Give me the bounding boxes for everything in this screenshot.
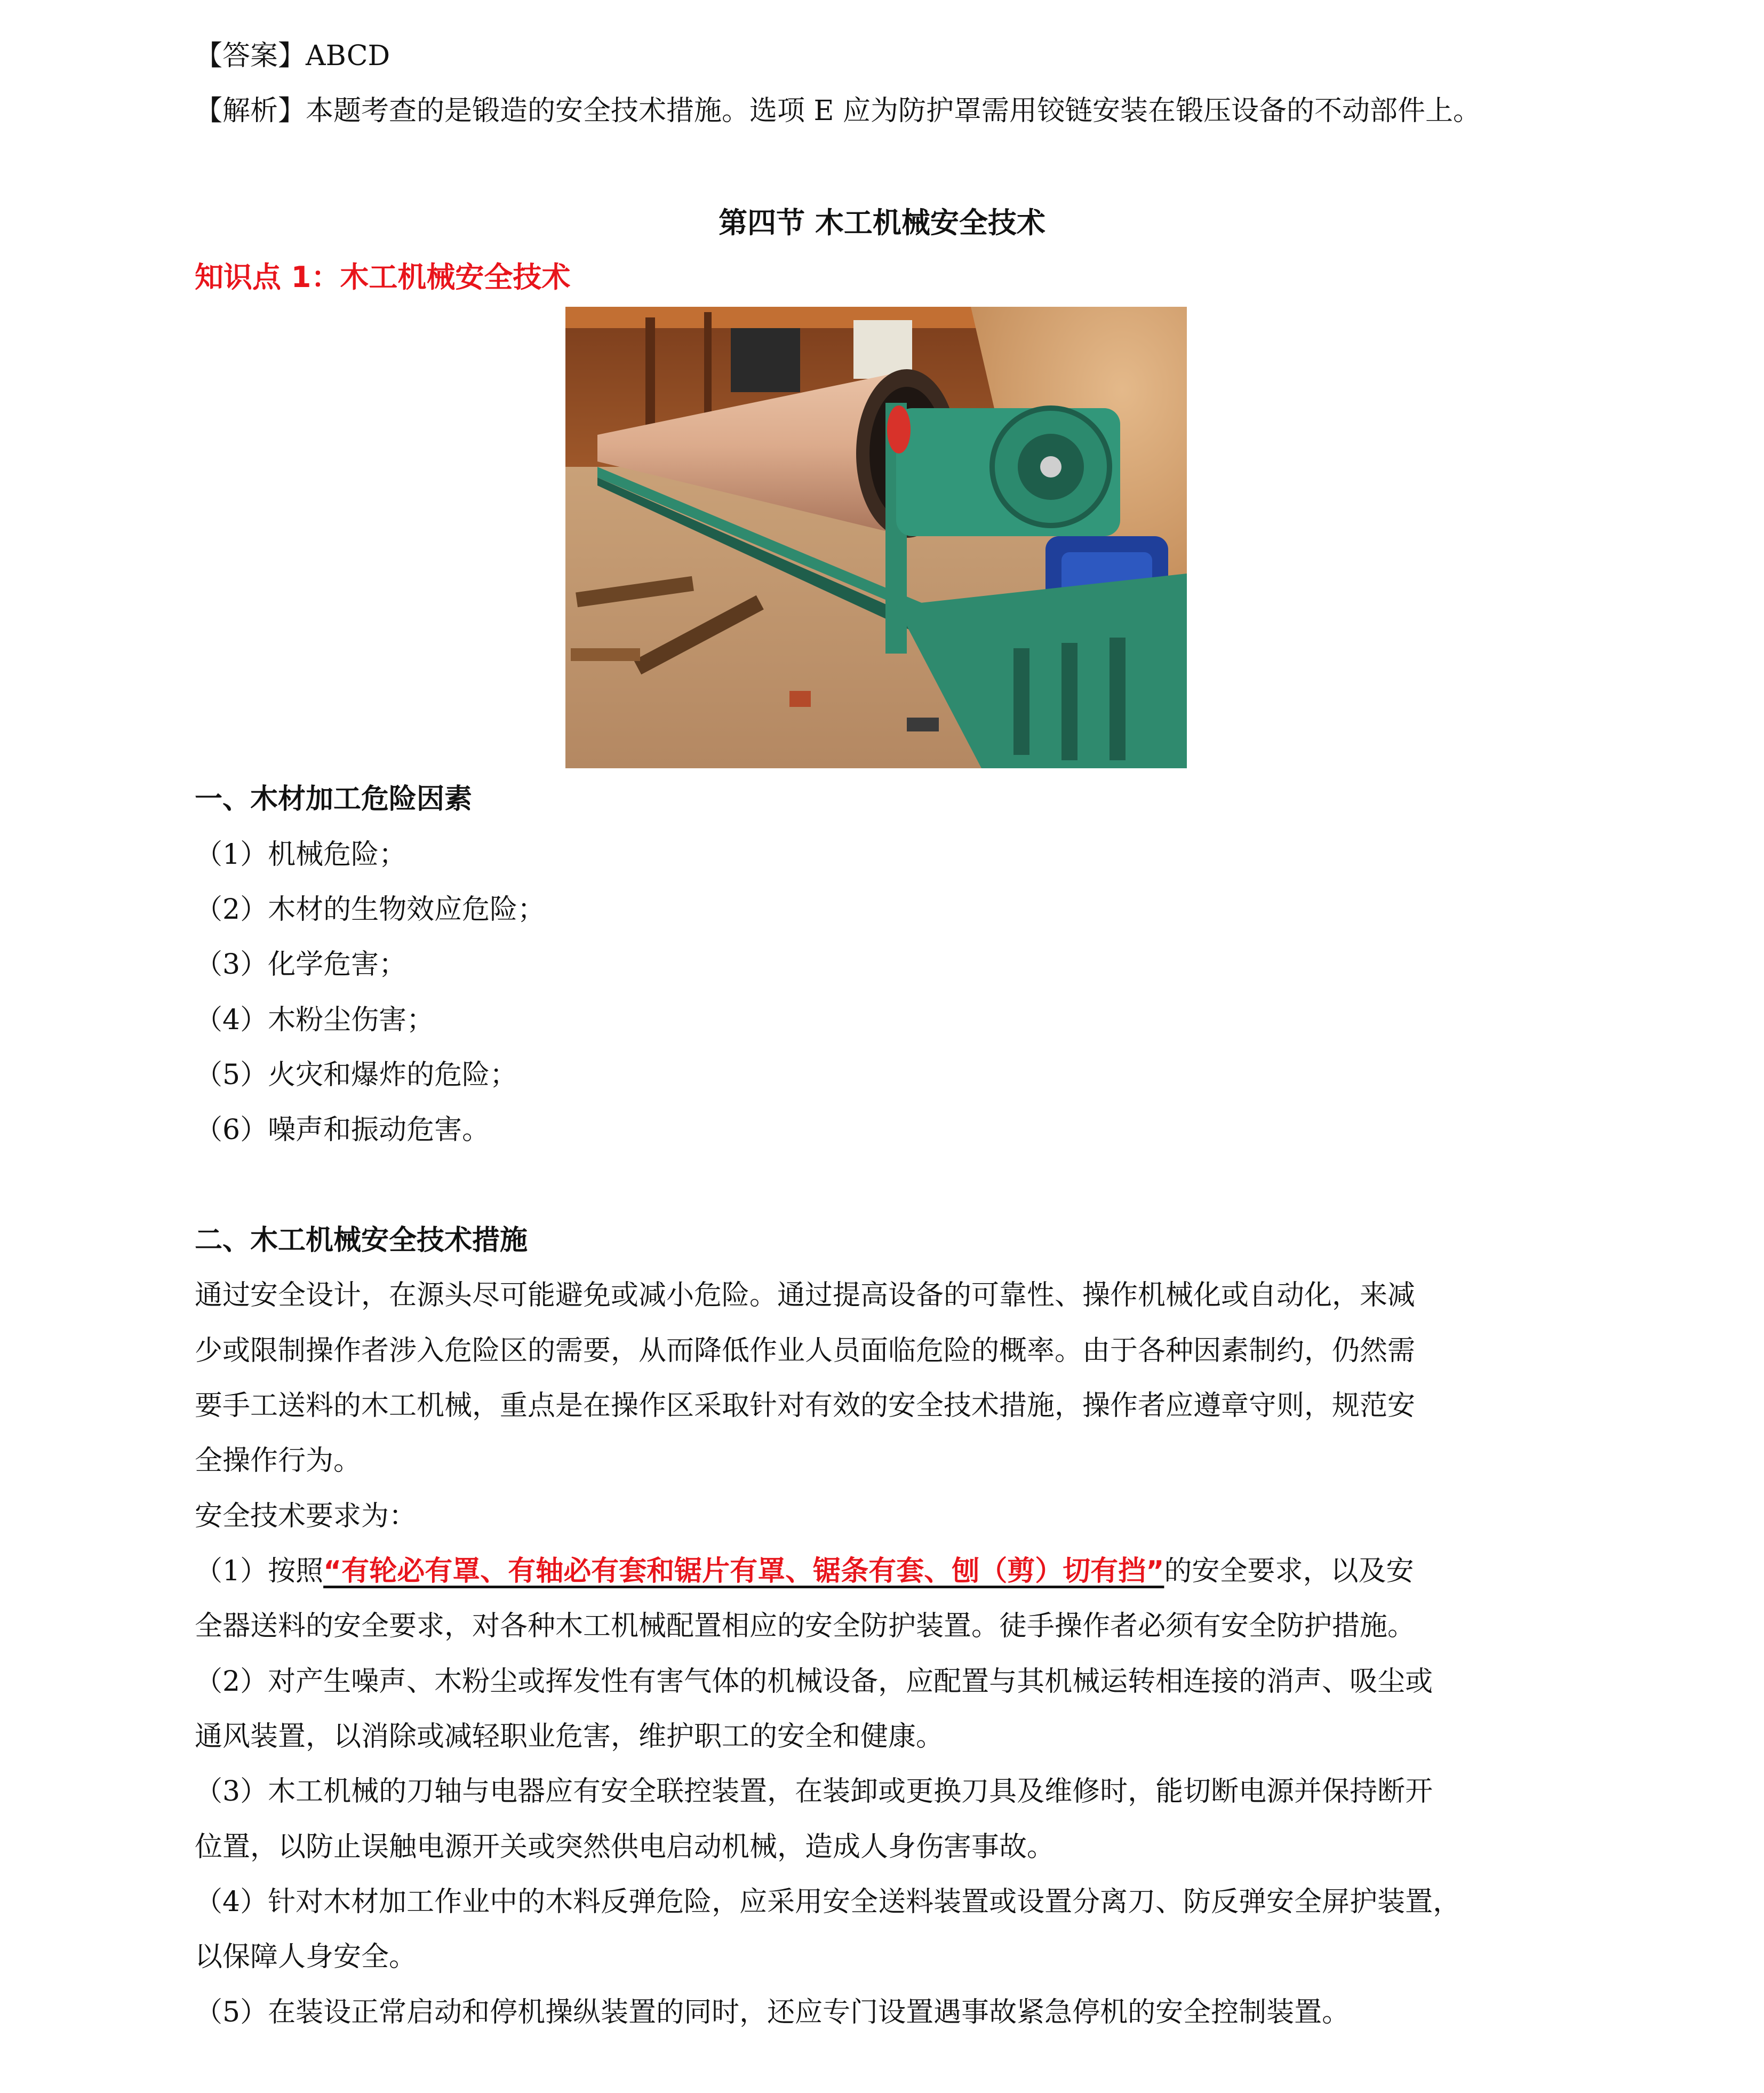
answer-value: ABCD: [306, 40, 390, 72]
requirement-1-prefix: （1）按照: [195, 1555, 324, 1587]
part2-intro-line: 通过安全设计，在源头尽可能避免或减小危险。通过提高设备的可靠性、操作机械化或自动化，来减: [195, 1279, 1416, 1311]
requirement-5-line1: （5）在装设正常启动和停机操纵装置的同时，还应专门设置遇事故紧急停机的安全控制装置。: [195, 1996, 1350, 2028]
knowledge-point-title: 知识点 1：木工机械安全技术: [195, 260, 571, 294]
part1-item: （5）火灾和爆炸的危险；: [195, 1059, 518, 1091]
part1-item: （1）机械危险；: [195, 839, 407, 871]
requirement-4-line2: 以保障人身安全。: [195, 1941, 417, 1973]
requirement-3-line2: 位置，以防止误触电源开关或突然供电启动机械，造成人身伤害事故。: [195, 1831, 1055, 1863]
requirement-1-line2: 全器送料的安全要求，对各种木工机械配置相应的安全防护装置。徒手操作者必须有安全防护措施。: [195, 1610, 1416, 1642]
part2-intro-line: 少或限制操作者涉入危险区的需要，从而降低作业人员面临危险的概率。由于各种因素制约，仍然需: [195, 1335, 1416, 1367]
requirement-1-suffix: 的安全要求，以及安: [1164, 1555, 1414, 1587]
part2-intro-line: 全操作行为。: [195, 1445, 362, 1477]
woodworking-machine-photo: [565, 307, 1187, 768]
part1-item: （2）木材的生物效应危险；: [195, 894, 546, 926]
analysis-label: 【解析】: [195, 95, 306, 127]
part1-heading: 一、木材加工危险因素: [195, 783, 473, 815]
analysis-text: 本题考查的是锻造的安全技术措施。选项 E 应为防护罩需用铰链安装在锻压设备的不动部件上。: [306, 95, 1481, 127]
part1-item: （4）木粉尘伤害；: [195, 1004, 435, 1036]
requirement-1-highlight: “有轮必有罩、有轴必有套和锯片有罩、锯条有套、刨（剪）切有挡”: [323, 1555, 1164, 1587]
answer-label: 【答案】: [195, 40, 306, 72]
part1-item: （6）噪声和振动危害。: [195, 1114, 490, 1146]
part2-intro-line: 要手工送料的木工机械，重点是在操作区采取针对有效的安全技术措施，操作者应遵章守则，规范安: [195, 1390, 1416, 1422]
requirement-2-line2: 通风装置，以消除或减轻职业危害，维护职工的安全和健康。: [195, 1721, 944, 1753]
requirements-title: 安全技术要求为：: [195, 1500, 417, 1532]
requirement-1-line1: [195, 1545, 1414, 1598]
analysis-line: [195, 84, 1481, 138]
requirement-3-line1: （3）木工机械的刀轴与电器应有安全联控装置，在装卸或更换刀具及维修时，能切断电源并保持断开: [195, 1776, 1433, 1808]
section-title: 第四节 木工机械安全技术: [719, 206, 1045, 240]
answer-line: [195, 29, 390, 83]
requirement-2-line1: （2）对产生噪声、木粉尘或挥发性有害气体的机械设备，应配置与其机械运转相连接的消声、吸尘或: [195, 1666, 1433, 1698]
requirement-4-line1: （4）针对木材加工作业中的木料反弹危险，应采用安全送料装置或设置分离刀、防反弹安全屏护装置，: [195, 1886, 1461, 1918]
part1-item: （3）化学危害；: [195, 949, 407, 981]
part2-heading: 二、木工机械安全技术措施: [195, 1224, 528, 1256]
